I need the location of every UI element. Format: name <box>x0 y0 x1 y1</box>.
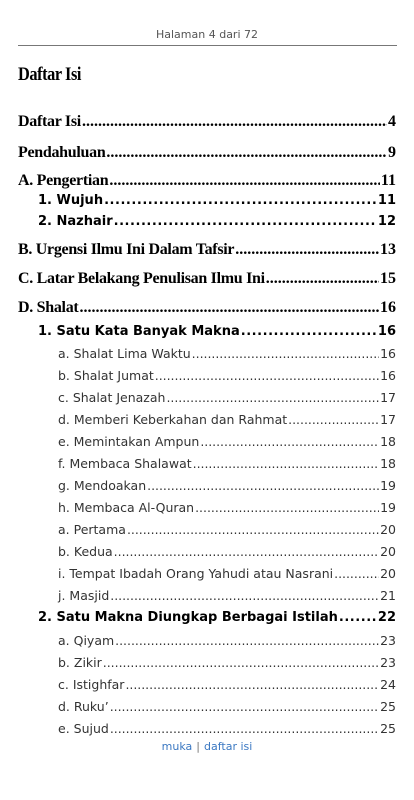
dot-leader <box>110 699 379 714</box>
toc-entry-label: f. Membaca Shalawat <box>58 456 192 471</box>
toc-entry[interactable] <box>18 270 396 288</box>
toc-entry-page: 25 <box>380 721 396 736</box>
toc-entry-label: e. Sujud <box>58 721 109 736</box>
toc-entry[interactable] <box>58 721 396 736</box>
toc-entry[interactable] <box>38 324 396 339</box>
footer-separator: | <box>196 740 200 753</box>
page-header: Halaman 4 dari 72 <box>155 28 259 41</box>
toc-entry-label: 2. Satu Makna Diungkap Berbagai Istilah <box>38 610 338 625</box>
dot-leader <box>104 193 377 208</box>
toc-entry-page: 9 <box>388 144 396 161</box>
toc-entry-label: d. Memberi Keberkahan dan Rahmat <box>58 412 288 427</box>
toc-entry-label: b. Kedua <box>58 544 113 559</box>
toc-entry[interactable] <box>18 144 396 162</box>
toc-entry-label: D. Shalat <box>18 299 79 316</box>
toc-entry-page: 18 <box>380 434 396 449</box>
dot-leader <box>166 390 379 405</box>
toc-entry-page: 17 <box>380 390 396 405</box>
toc-entry-label: A. Pengertian <box>18 172 109 189</box>
dot-leader <box>110 588 379 603</box>
toc-entry-page: 20 <box>380 566 396 581</box>
toc-entry[interactable] <box>58 655 396 670</box>
toc-entry-page: 23 <box>380 655 396 670</box>
dot-leader <box>334 566 379 581</box>
toc-entry-label: b. Shalat Jumat <box>58 368 154 383</box>
footer-nav <box>0 740 414 753</box>
toc-entry[interactable] <box>58 500 396 515</box>
toc-entry-label: Daftar Isi <box>18 113 81 130</box>
toc-entry-label: a. Pertama <box>58 522 126 537</box>
toc-entry[interactable] <box>58 478 396 493</box>
toc-entry-page: 15 <box>380 270 396 287</box>
dot-leader <box>266 270 379 288</box>
toc-entry-page: 12 <box>377 214 396 229</box>
dot-leader <box>110 721 379 736</box>
toc-entry[interactable] <box>58 434 396 449</box>
dot-leader <box>114 214 377 229</box>
dot-leader <box>235 241 379 259</box>
toc-entry-label: b. Zikir <box>58 655 102 670</box>
toc-entry[interactable] <box>58 544 396 559</box>
toc-entry-page: 18 <box>380 456 396 471</box>
document-title: Daftar Isi <box>18 64 82 85</box>
dot-leader <box>106 144 387 162</box>
toc-entry[interactable] <box>58 368 396 383</box>
toc-entry-page: 20 <box>380 544 396 559</box>
toc-entry-label: 1. Satu Kata Banyak Makna <box>38 324 240 339</box>
toc-entry[interactable] <box>58 633 396 648</box>
toc-entry-page: 11 <box>377 193 396 208</box>
toc-entry[interactable] <box>18 172 396 190</box>
toc-entry-page: 20 <box>380 522 396 537</box>
toc-link[interactable]: daftar isi <box>204 740 253 753</box>
toc-entry-label: i. Tempat Ibadah Orang Yahudi atau Nasrani <box>58 566 334 581</box>
toc-entry-label: Pendahuluan <box>18 144 106 161</box>
toc-entry[interactable] <box>58 588 396 603</box>
dot-leader <box>147 478 379 493</box>
dot-leader <box>193 456 379 471</box>
dot-leader <box>109 172 380 190</box>
toc-entry-label: h. Membaca Al-Quran <box>58 500 195 515</box>
toc-entry-label: a. Shalat Lima Waktu <box>58 346 191 361</box>
toc-entry-label: g. Mendoakan <box>58 478 147 493</box>
dot-leader <box>125 677 379 692</box>
toc-entry-page: 16 <box>377 324 396 339</box>
dot-leader <box>288 412 379 427</box>
toc-entry[interactable] <box>38 214 396 229</box>
toc-entry[interactable] <box>18 299 396 317</box>
toc-entry-page: 23 <box>380 633 396 648</box>
dot-leader <box>192 346 379 361</box>
toc-entry[interactable] <box>18 241 396 259</box>
toc-entry-label: 2. Nazhair <box>38 214 113 229</box>
toc-entry[interactable] <box>38 193 396 208</box>
toc-entry-label: j. Masjid <box>58 588 110 603</box>
dot-leader <box>241 324 377 339</box>
toc-entry[interactable] <box>18 113 396 131</box>
dot-leader <box>339 610 377 625</box>
dot-leader <box>82 113 387 131</box>
toc-entry-page: 13 <box>380 241 396 258</box>
dot-leader <box>115 633 379 648</box>
toc-entry[interactable] <box>58 566 396 581</box>
header-rule <box>18 45 397 46</box>
toc-entry-label: c. Istighfar <box>58 677 125 692</box>
toc-entry[interactable] <box>58 346 396 361</box>
toc-entry[interactable] <box>58 522 396 537</box>
dot-leader <box>195 500 379 515</box>
toc-entry[interactable] <box>38 610 396 625</box>
toc-entry-label: B. Urgensi Ilmu Ini Dalam Tafsir <box>18 241 235 258</box>
toc-entry-page: 16 <box>380 346 396 361</box>
toc-entry-page: 19 <box>380 478 396 493</box>
toc-entry-page: 11 <box>380 172 396 189</box>
toc-entry-label: 1. Wujuh <box>38 193 104 208</box>
toc-entry-page: 19 <box>380 500 396 515</box>
toc-entry-label: c. Shalat Jenazah <box>58 390 166 405</box>
toc-entry[interactable] <box>58 677 396 692</box>
toc-entry-page: 22 <box>377 610 396 625</box>
dot-leader <box>127 522 379 537</box>
dot-leader <box>114 544 379 559</box>
toc-entry-label: a. Qiyam <box>58 633 115 648</box>
toc-entry-page: 16 <box>380 299 396 316</box>
toc-entry-page: 16 <box>380 368 396 383</box>
toc-entry-page: 21 <box>380 588 396 603</box>
toc-entry[interactable] <box>58 412 396 427</box>
toc-entry-label: C. Latar Belakang Penulisan Ilmu Ini <box>18 270 265 287</box>
toc-entry-label: d. Ruku’ <box>58 699 109 714</box>
dot-leader <box>200 434 379 449</box>
dot-leader <box>103 655 379 670</box>
toc-entry[interactable] <box>58 699 396 714</box>
toc-entry-page: 24 <box>380 677 396 692</box>
toc-entry-page: 17 <box>380 412 396 427</box>
toc-entry-page: 25 <box>380 699 396 714</box>
home-link[interactable]: muka <box>161 740 193 753</box>
dot-leader <box>79 299 379 317</box>
toc-entry[interactable] <box>58 390 396 405</box>
dot-leader <box>155 368 379 383</box>
toc-entry-label: e. Memintakan Ampun <box>58 434 200 449</box>
toc-entry[interactable] <box>58 456 396 471</box>
toc-entry-page: 4 <box>388 113 396 130</box>
